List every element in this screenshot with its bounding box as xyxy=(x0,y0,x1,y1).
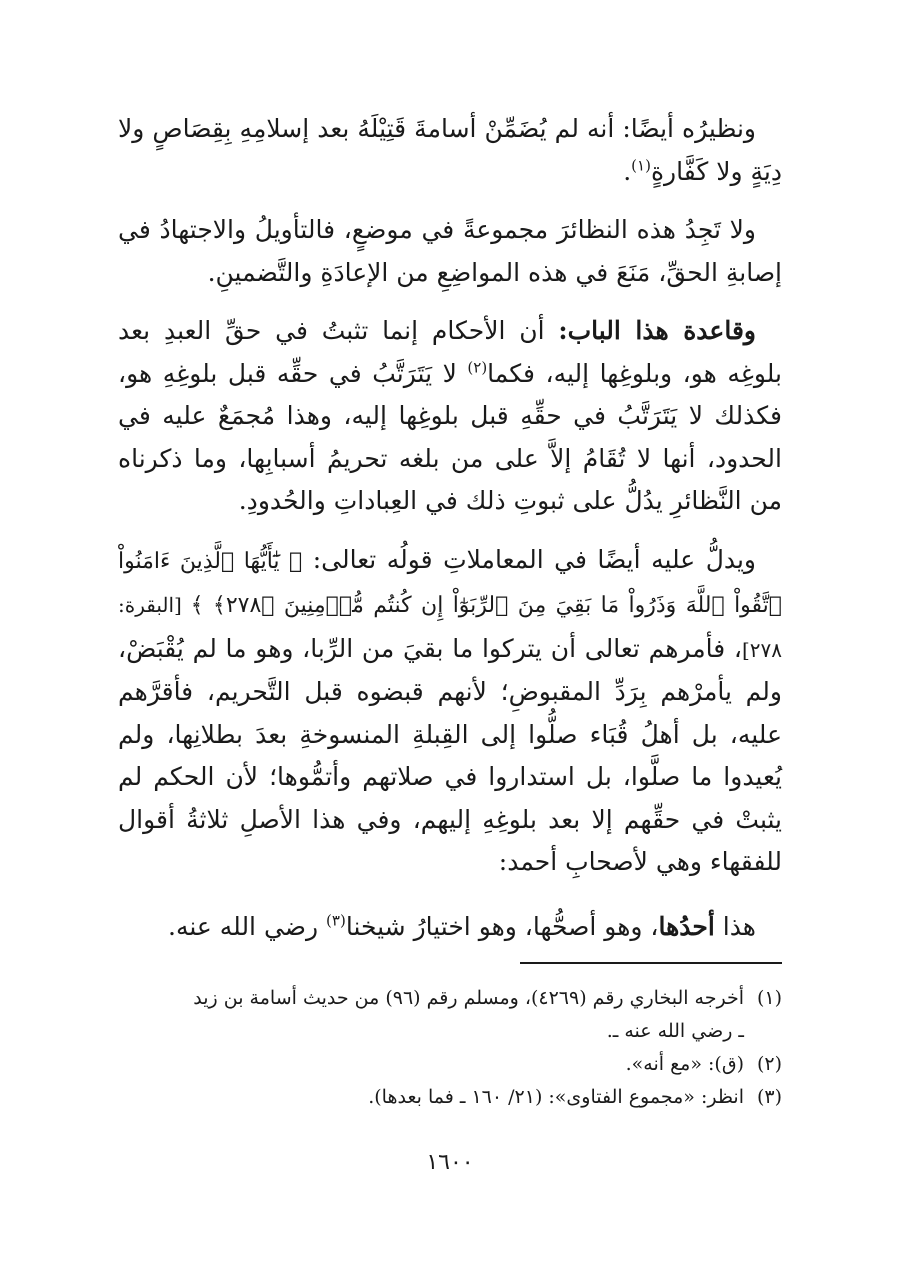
footnote-ref-3[interactable]: (٣) xyxy=(326,911,346,930)
footnote-number: (١) xyxy=(756,987,782,1009)
paragraph-text: ، وهو أصحُّها، وهو اختيارُ شيخنا xyxy=(345,911,659,941)
footnote-text: (ق): «مع أنه». xyxy=(625,1053,744,1075)
paragraph-text: ، فأمرهم تعالى أن يتركوا ما بقيَ من الرِّبا، وهو ما لم يُقْبَضْ، ولم يأمرْهم بِرَدِّ المقبوضِ؛ لأنهم قبضوه قبل التَّحريم، فأقرَّهم عليه، بل أهلُ قُبَاء صلُّوا إلى القِبلةِ المنسوخةِ بعدَ بطلانِها، ولم يُعيدوا ما صلَّوا، بل استداروا في صلاتهم وأتمُّوها؛ لأن الحكم لم يثبتْ في حقِّهم إلا بعد بلوغِهِ إليهم، وفي هذا الأصلِ ثلاثةُ أقوال للفقهاء وهي لأصحابِ أحمد: xyxy=(118,633,782,876)
page-number: ١٦٠٠ xyxy=(426,1150,474,1175)
emphasis-term: أحدُها xyxy=(658,911,715,941)
footnote-3 xyxy=(118,1081,782,1114)
paragraph-text: ويدلُّ عليه أيضًا في المعاملاتِ قولُه تعالى: xyxy=(302,544,757,574)
footnote-number: (٣) xyxy=(756,1086,782,1108)
footnote-text: أخرجه البخاري رقم (٤٢٦٩)، ومسلم رقم (٩٦) من حديث أسامة بن زيد xyxy=(193,987,744,1009)
paragraph-4 xyxy=(118,539,782,884)
rule-heading: وقاعدة هذا الباب: xyxy=(558,316,756,345)
paragraph-text: . xyxy=(623,156,632,186)
paragraph-text: رضي الله عنه. xyxy=(168,911,327,941)
paragraph-5 xyxy=(118,906,782,949)
footnote-ref-1[interactable]: (١) xyxy=(631,156,651,175)
paragraph-text: لا يَتَرَتَّبُ في حقِّه قبل بلوغِهِ هو، فكذلك لا يَتَرَتَّبُ في حقِّهِ قبل بلوغِها إليه، وهذا مُجمَعٌ عليه في الحدود، أنها لا تُقَامُ إلاَّ على من بلغه تحريمُ أسبابِها، وما ذكرناه من النَّظائرِ يدُلُّ على ثبوتِ ذلك في العِباداتِ والحُدودِ. xyxy=(118,358,782,515)
paragraph-text: هذا xyxy=(714,911,756,941)
paragraph-3 xyxy=(118,310,782,523)
footnote-1-continuation: ـ رضي الله عنه ـ. xyxy=(606,1020,744,1042)
footnote-1 xyxy=(118,982,782,1015)
footnote-number: (٢) xyxy=(756,1053,782,1075)
footnotes-section xyxy=(118,982,782,1114)
paragraph-2: ولا تَجِدُ هذه النظائرَ مجموعةً في موضعٍ، فالتأويلُ والاجتهادُ في إصابةِ الحقِّ، مَنَعَ في هذه المواضِعِ من الإعادَةِ والتَّضمينِ. xyxy=(118,215,782,287)
footnote-text: انظر: «مجموع الفتاوى»: (٢١/ ١٦٠ ـ فما بعدها). xyxy=(368,1086,744,1108)
paragraph-1 xyxy=(118,108,782,193)
main-text xyxy=(118,108,782,964)
quran-verse: ﴿ يَٰٓأَيُّهَا ٱلَّذِينَ ءَامَنُواْ ٱتَّقُواْ ٱللَّهَ وَذَرُواْ مَا بَقِيَ مِنَ ٱلرِّبَوٰٓاْ إِن كُنتُم مُّؤۡمِنِينَ ﴿٢٧٨﴾ ﴾ xyxy=(118,548,783,618)
paragraph-text: أن الأحكام إنما تثبتُ في حقِّ العبدِ بعد بلوغِه هو، وبلوغِها إليه، فكما xyxy=(118,316,782,388)
footnote-ref-2[interactable]: (٢) xyxy=(467,358,488,377)
footnote-divider xyxy=(520,962,782,964)
footnote-2 xyxy=(118,1048,782,1081)
verse-citation: [البقرة: ٢٧٨] xyxy=(118,593,782,662)
paragraph-text: ونظيرُه أيضًا: أنه لم يُضَمِّنْ أسامةَ قَتِيْلَهُ بعد إسلامِهِ بِقِصَاصٍ ولا دِيَةٍ ولا كَفَّارةٍ xyxy=(118,114,782,186)
